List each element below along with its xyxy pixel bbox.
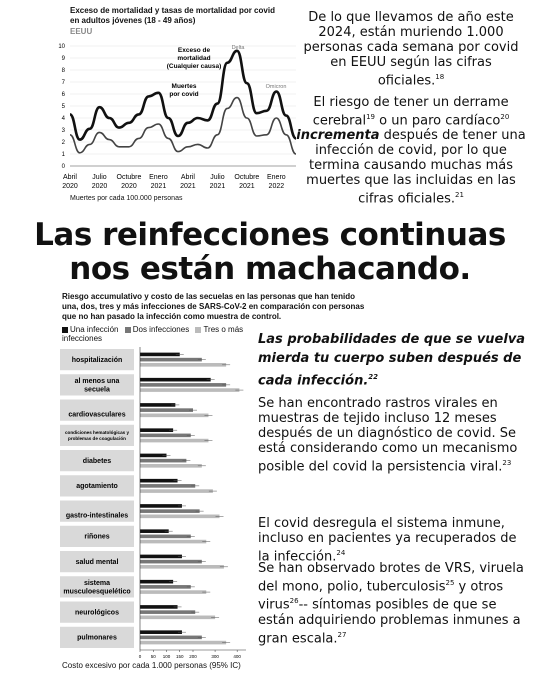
annotation-delta: Delta	[231, 45, 245, 51]
category-label: condiciones hematológicas y problemas de coagulación	[64, 429, 130, 441]
p5-text: El covid desregula el sistema inmune, incluso en pacientes ya recuperados de la infección.	[258, 516, 517, 565]
bar-three	[140, 439, 208, 443]
legend-two-label: Dos infecciones	[132, 325, 190, 334]
legend-one-label: Una infección	[70, 325, 119, 334]
p2-text-b: o un paro cardíaco	[375, 113, 501, 129]
x-tick-label: Abril 2021	[180, 174, 196, 190]
bar-two	[140, 434, 191, 438]
annotation-covid: Muertes por covid	[169, 83, 199, 98]
x-tick-label: Octubre 2020	[116, 174, 142, 190]
paragraph-immune-dysregulation	[258, 516, 530, 564]
p2-text-a: El riesgo de tener un derrame cerebral	[312, 95, 509, 129]
category-label: riñones	[84, 533, 110, 541]
paragraph-outbreaks	[258, 561, 530, 646]
x-tick-label: 200	[189, 654, 197, 659]
y-tick-label: 5	[61, 104, 65, 110]
mortality-line-chart	[56, 36, 302, 208]
bar-two	[140, 383, 226, 387]
p1-ref: 18	[435, 73, 445, 81]
bar-three	[140, 363, 226, 367]
bar-one	[140, 428, 173, 432]
y-tick-label: 8	[61, 68, 65, 74]
p3-ref: 22	[368, 373, 379, 381]
bar-three	[140, 590, 206, 594]
bar-two	[140, 484, 195, 488]
annotation-omicron: Omicron	[265, 84, 287, 90]
x-tick-label: Abril 2020	[62, 174, 78, 190]
x-tick-label: 400	[233, 654, 241, 659]
paragraph-odds	[258, 330, 530, 390]
bar-one	[140, 504, 182, 508]
category-label: salud mental	[75, 558, 119, 566]
bar-three	[140, 388, 239, 392]
x-tick-label: 150	[175, 654, 184, 659]
y-tick-label: 10	[58, 44, 65, 50]
chart1-subtitle: EEUU	[70, 27, 93, 36]
y-tick-label: 2	[61, 140, 65, 146]
y-tick-label: 6	[61, 92, 65, 98]
category-label: cardiovasculares	[68, 411, 126, 419]
bar-one	[140, 605, 178, 609]
p6-text-c: -- síntomas posibles de que se están adquiriendo problemas inmunes a gran escala.	[258, 597, 521, 646]
p5-ref: 24	[336, 549, 346, 557]
bar-one	[140, 353, 180, 357]
category-label: gastro-intestinales	[65, 512, 129, 520]
x-tick-label: 0	[138, 654, 142, 659]
bar-one	[140, 555, 182, 559]
bar-three	[140, 565, 224, 569]
bar-one	[140, 580, 173, 584]
bar-two	[140, 636, 202, 640]
chart1-title: Exceso de mortalidad y tasas de mortalidad por covid en adultos jóvenes (18 - 49 años)	[70, 6, 275, 25]
p6-ref-1: 25	[445, 579, 455, 587]
category-label: pulmonares	[77, 634, 117, 642]
x-tick-label: 300	[211, 654, 219, 659]
x-tick-label: Octubre 2021	[234, 174, 260, 190]
category-label: sistema musculoesquelético	[63, 579, 131, 596]
bar-one	[140, 378, 211, 382]
p2-text-c: después de tener una infección de covid, por lo que termina causando muchas más muertes que las incluidas en las cifras oficiales.	[306, 128, 526, 207]
bar-three	[140, 414, 208, 418]
p2-ref-2: 20	[500, 113, 510, 121]
paragraph-viral-persistence	[258, 396, 530, 474]
p4-ref: 23	[502, 459, 512, 467]
chart2-footnote: Costo excesivo por cada 1.000 personas (95% IC)	[62, 661, 241, 670]
paragraph-deaths-per-week	[296, 10, 526, 88]
p3-text: Las probabilidades de que se vuelva mierda tu cuerpo suben después de cada infección.	[258, 332, 526, 389]
x-tick-label: 50	[150, 654, 156, 659]
bar-two	[140, 610, 195, 614]
bar-three	[140, 515, 220, 519]
category-label: hospitalización	[71, 356, 123, 364]
annotation-excess: Exceso de mortalidad (Cualquier causa)	[166, 47, 222, 70]
headline: Las reinfecciones continuas nos están machacando.	[34, 217, 506, 287]
y-tick-label: 7	[61, 80, 65, 86]
bar-one	[140, 479, 178, 483]
p6-text-b: y otros virus	[258, 579, 504, 613]
bar-two	[140, 509, 200, 513]
p6-ref-3: 27	[337, 630, 347, 639]
bar-three	[140, 540, 206, 544]
bar-three	[140, 464, 202, 468]
legend-one	[62, 325, 118, 334]
x-tick-label: Enero 2021	[149, 174, 168, 190]
category-label: agotamiento	[76, 483, 118, 491]
bar-three	[140, 641, 226, 645]
bar-three	[140, 616, 215, 620]
p1-text: De lo que llevamos de año este 2024, están muriendo 1.000 personas cada semana por covid en EEUU según las cifras oficiales.	[303, 10, 519, 89]
chart1-footnote: Muertes por cada 100.000 personas	[70, 195, 183, 202]
sequelae-bar-chart	[60, 345, 250, 665]
bar-two	[140, 408, 193, 412]
bar-two	[140, 459, 186, 463]
bar-one	[140, 529, 169, 533]
bar-two	[140, 585, 191, 589]
chart2-legend	[62, 325, 252, 343]
category-label: diabetes	[82, 457, 112, 465]
bar-three	[140, 489, 213, 493]
category-label: neurológicos	[75, 609, 119, 617]
bar-two	[140, 535, 191, 539]
chart2-title: Riesgo accumulativo y costo de las secuelas en las personas que han tenido una, dos, tres y más infecciones de SARS-CoV-2 en comparación con personas que no han pasado la infección como muestra de control.	[62, 292, 365, 321]
x-tick-label: Enero 2022	[267, 174, 286, 190]
p2-ref-3: 21	[455, 191, 464, 200]
p2-ref-1: 19	[366, 113, 376, 121]
bar-one	[140, 403, 175, 407]
p4-text: Se han encontrado rastros virales en muestras de tejido incluso 12 meses después de un diagnóstico de covid. Se está considerando como un mecanismo posible del covid la persistencia viral.	[258, 396, 518, 475]
category-label: al menos una secuela	[74, 377, 120, 394]
x-tick-label: Julio 2020	[91, 174, 108, 190]
bar-two	[140, 560, 202, 564]
x-tick-label: Julio 2021	[209, 174, 226, 190]
y-tick-label: 4	[61, 116, 65, 122]
bar-two	[140, 358, 202, 362]
legend-two	[121, 325, 189, 334]
y-tick-label: 1	[61, 152, 65, 158]
x-tick-label: 100	[162, 654, 171, 659]
y-tick-label: 0	[61, 164, 65, 170]
p6-ref-2: 26	[289, 597, 299, 606]
p6-text-a: Se han observado brotes de VRS, viruela del mono, polio, tuberculosis	[258, 561, 524, 595]
paragraph-stroke-risk	[296, 95, 526, 207]
p2-emphasis: incrementa	[296, 128, 380, 144]
legend-three-label: Tres o más infecciones	[62, 325, 244, 343]
y-tick-label: 3	[61, 128, 65, 134]
y-tick-label: 9	[61, 56, 65, 62]
bar-one	[140, 630, 182, 634]
